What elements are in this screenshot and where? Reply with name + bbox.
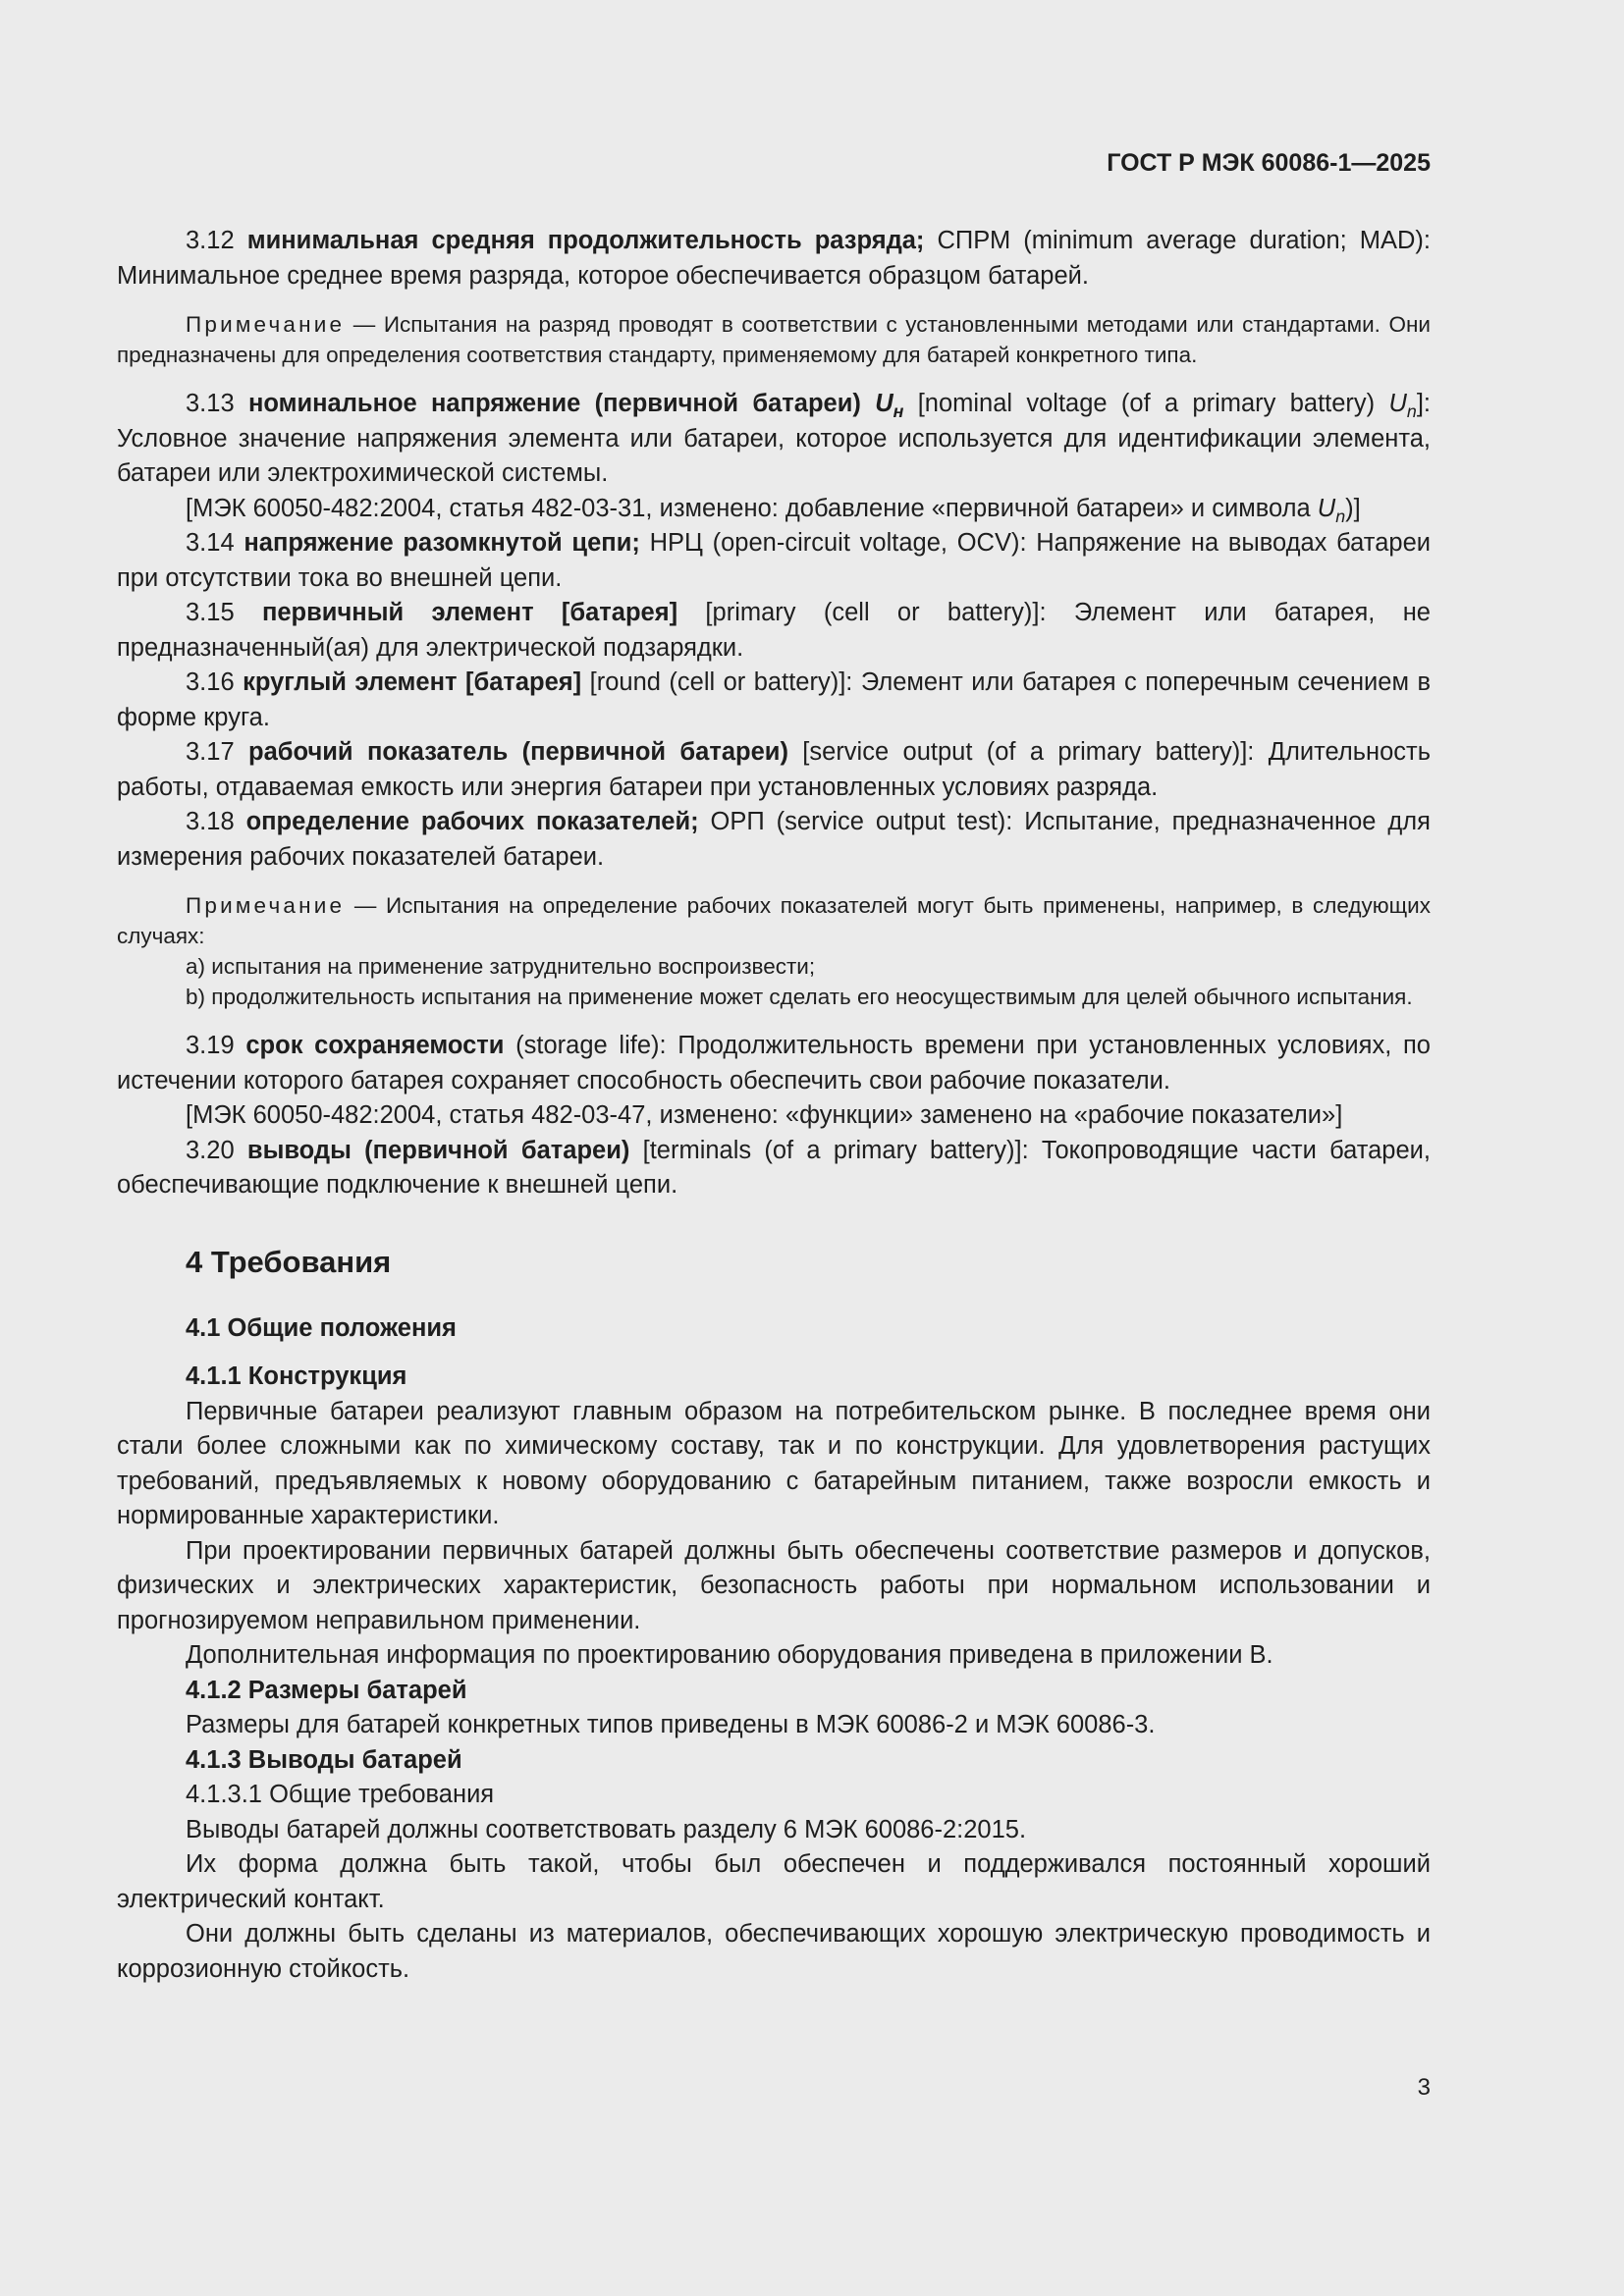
paragraph: При проектировании первичных батарей должны быть обеспечены соответствие размеров и допусков, физических и электрических характеристик, безопасность работы при нормальном использовании и прогнозируемом неправильном применении.: [117, 1536, 1431, 1634]
term-title: минимальная средняя продолжительность разряда;: [246, 227, 925, 254]
clause-heading: 4.1.3.1 Общие требования: [186, 1781, 495, 1808]
note: [117, 309, 1431, 370]
term-number: 3.17: [186, 738, 235, 766]
term-title: определение рабочих показателей;: [245, 808, 699, 835]
term-citation: [МЭК 60050-482:2004, статья 482-03-31, изменено: добавление «первичной батареи» и символа $U_n$)]: [186, 494, 1361, 526]
term-number: 3.18: [186, 808, 235, 835]
page-number: 3: [1417, 2074, 1431, 2101]
term-3-14: [117, 526, 1431, 596]
term-number: 3.15: [186, 599, 235, 626]
note-list-item: a) испытания на применение затруднительно воспроизвести;: [186, 954, 816, 979]
term-number: 3.12: [186, 227, 235, 254]
term-definition: НРЦ (open-circuit voltage, OCV): Напряжение на выводах батареи при отсутствии тока во внешней цепи.: [117, 529, 1431, 592]
section-heading: 4 Требования: [186, 1244, 392, 1279]
paragraph: Размеры для батарей конкретных типов приведены в МЭК 60086-2 и МЭК 60086-3.: [186, 1711, 1156, 1738]
term-3-13: [117, 387, 1431, 492]
term-definition-part-2: ]: Условное значение напряжения элемента или батареи, которое используется для идентификации элемента, батареи или электрохимической системы.: [117, 390, 1431, 487]
note-list-item: b) продолжительность испытания на применение может сделать его неосуществимым для целей обычного испытания.: [186, 985, 1413, 1009]
term-number: 3.13: [186, 390, 235, 417]
term-title: номинальное напряжение (первичной батареи): [247, 390, 861, 417]
paragraph: Их форма должна быть такой, чтобы был обеспечен и поддерживался постоянный хороший электрический контакт.: [117, 1850, 1431, 1913]
term-number: 3.16: [186, 668, 235, 696]
term-definition: (storage life): Продолжительность времени при установленных условиях, по истечении которого батарея сохраняет способность обеспечить свои рабочие показатели.: [117, 1032, 1431, 1095]
term-title: круглый элемент [батарея]: [243, 668, 582, 696]
note-text: — Испытания на разряд проводят в соответствии с установленными методами или стандартами. Они предназначены для определения соответствия стандарту, применяемому для батарей конкретного типа.: [117, 312, 1431, 367]
term-definition: [primary (cell or battery)]: Элемент или батарея, не предназначенный(ая) для электрической подзарядки.: [117, 599, 1431, 662]
term-number: 3.20: [186, 1136, 235, 1164]
term-3-15: [117, 596, 1431, 666]
term-3-18: [117, 805, 1431, 875]
term-number: 3.19: [186, 1032, 235, 1059]
term-definition: ОРП (service output test): Испытание, предназначенное для измерения рабочих показателей батареи.: [117, 808, 1431, 871]
term-definition: СПРМ (minimum average duration; MAD): Минимальное среднее время разряда, которое обеспечивается образцом батарей.: [117, 227, 1432, 290]
paragraph: Выводы батарей должны соответствовать разделу 6 МЭК 60086-2:2015.: [186, 1815, 1027, 1843]
term-definition: [service output (of a primary battery)]: Длительность работы, отдаваемая емкость или энергия батареи при установленных условиях разряда.: [117, 738, 1431, 801]
note: [117, 890, 1431, 951]
note-label: Примечание: [186, 312, 346, 337]
term-number: 3.14: [186, 529, 235, 557]
term-3-19: [117, 1029, 1431, 1098]
term-3-16: [117, 666, 1431, 735]
paragraph: Первичные батареи реализуют главным образом на потребительском рынке. В последнее время они стали более сложными как по химическому составу, так и по конструкции. Для удовлетворения растущих требований, предъявляемых к новому оборудованию с батарейным питанием, также возросли емкость и нормированные характеристики.: [117, 1397, 1431, 1529]
document-header: ГОСТ Р МЭК 60086-1—2025: [1107, 149, 1431, 177]
voltage-symbol-en: $U_n$: [1388, 390, 1417, 422]
term-citation: [МЭК 60050-482:2004, статья 482-03-47, изменено: «функции» заменено на «рабочие показатели»]: [186, 1101, 1343, 1129]
voltage-symbol-cite: $U_n$: [1317, 494, 1346, 526]
term-3-20: [117, 1134, 1431, 1203]
paragraph: Дополнительная информация по проектированию оборудования приведена в приложении В.: [186, 1641, 1273, 1669]
subsubsection-heading: 4.1.2 Размеры батарей: [186, 1676, 467, 1704]
subsubsection-heading: 4.1.3 Выводы батарей: [186, 1745, 462, 1774]
voltage-symbol: $U_н$: [875, 390, 904, 422]
subsection-heading: 4.1 Общие положения: [186, 1313, 457, 1342]
term-title: напряжение разомкнутой цепи;: [244, 529, 640, 557]
term-title: первичный элемент [батарея]: [261, 599, 678, 626]
paragraph: Они должны быть сделаны из материалов, обеспечивающих хорошую электрическую проводимость и коррозионную стойкость.: [117, 1920, 1431, 1983]
term-definition: [round (cell or battery)]: Элемент или батарея с поперечным сечением в форме круга.: [117, 668, 1431, 731]
term-3-12: [117, 224, 1431, 294]
term-title: срок сохраняемости: [245, 1032, 505, 1059]
note-label: Примечание: [186, 893, 346, 918]
note-text: — Испытания на определение рабочих показателей могут быть применены, например, в следующих случаях:: [117, 893, 1431, 948]
term-definition: [terminals (of a primary battery)]: Токопроводящие части батареи, обеспечивающие подключение к внешней цепи.: [117, 1136, 1431, 1199]
term-3-17: [117, 735, 1431, 805]
term-title: выводы (первичной батареи): [246, 1136, 630, 1164]
term-definition-part-1: [nominal voltage (of a primary battery): [903, 390, 1389, 417]
subsubsection-heading: 4.1.1 Конструкция: [186, 1362, 407, 1390]
term-title: рабочий показатель (первичной батареи): [248, 738, 788, 766]
